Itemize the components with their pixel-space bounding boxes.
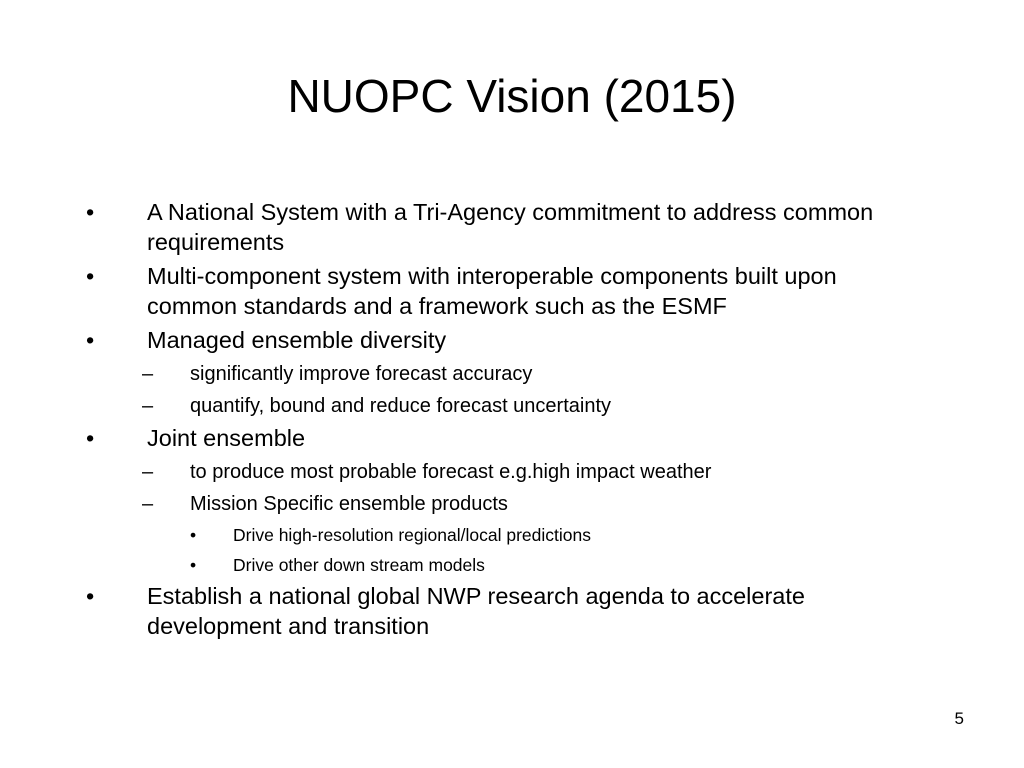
bullet-marker: • [86,263,95,289]
list-subitem-text: significantly improve forecast accuracy [190,363,533,385]
list-subitem-text: Mission Specific ensemble products [190,493,508,515]
bullet-marker: • [190,525,197,545]
list-subitem [0,361,930,387]
list-subitem [0,491,930,517]
list-subitem [0,459,930,485]
dash-marker: – [142,395,154,417]
page-number: 5 [954,709,964,728]
list-item-text: Establish a national global NWP research agenda to accelerate development and transition [147,583,805,639]
list-subsubitem-text: Drive high-resolution regional/local predictions [233,525,591,545]
list-item-text: Multi-component system with interoperable components built upon common standards and a framework such as the ESMF [147,263,837,319]
dash-marker: – [142,493,154,515]
list-subitem-text: quantify, bound and reduce forecast uncertainty [190,395,612,417]
bullet-marker: • [86,199,95,225]
list-item [0,325,924,355]
list-item [0,423,924,453]
list-item-text: A National System with a Tri-Agency commitment to address common requirements [147,199,874,255]
bullet-marker: • [86,583,95,609]
list-item [0,581,924,641]
list-item [0,261,924,321]
dash-marker: – [142,461,154,483]
list-subsubitem-text: Drive other down stream models [233,555,485,575]
list-subitem-text: to produce most probable forecast e.g.high impact weather [190,461,712,483]
list-subsubitem [0,553,933,577]
bullet-marker: • [86,327,95,353]
list-subsubitem [0,523,933,547]
list-subitem [0,393,930,419]
slide-title: NUOPC Vision (2015) [287,70,737,122]
list-item-text: Joint ensemble [147,425,306,451]
list-item [0,197,924,257]
bullet-marker: • [86,425,95,451]
dash-marker: – [142,363,154,385]
bullet-marker: • [190,555,197,575]
bullet-list [0,193,1024,641]
list-item-text: Managed ensemble diversity [147,327,447,353]
